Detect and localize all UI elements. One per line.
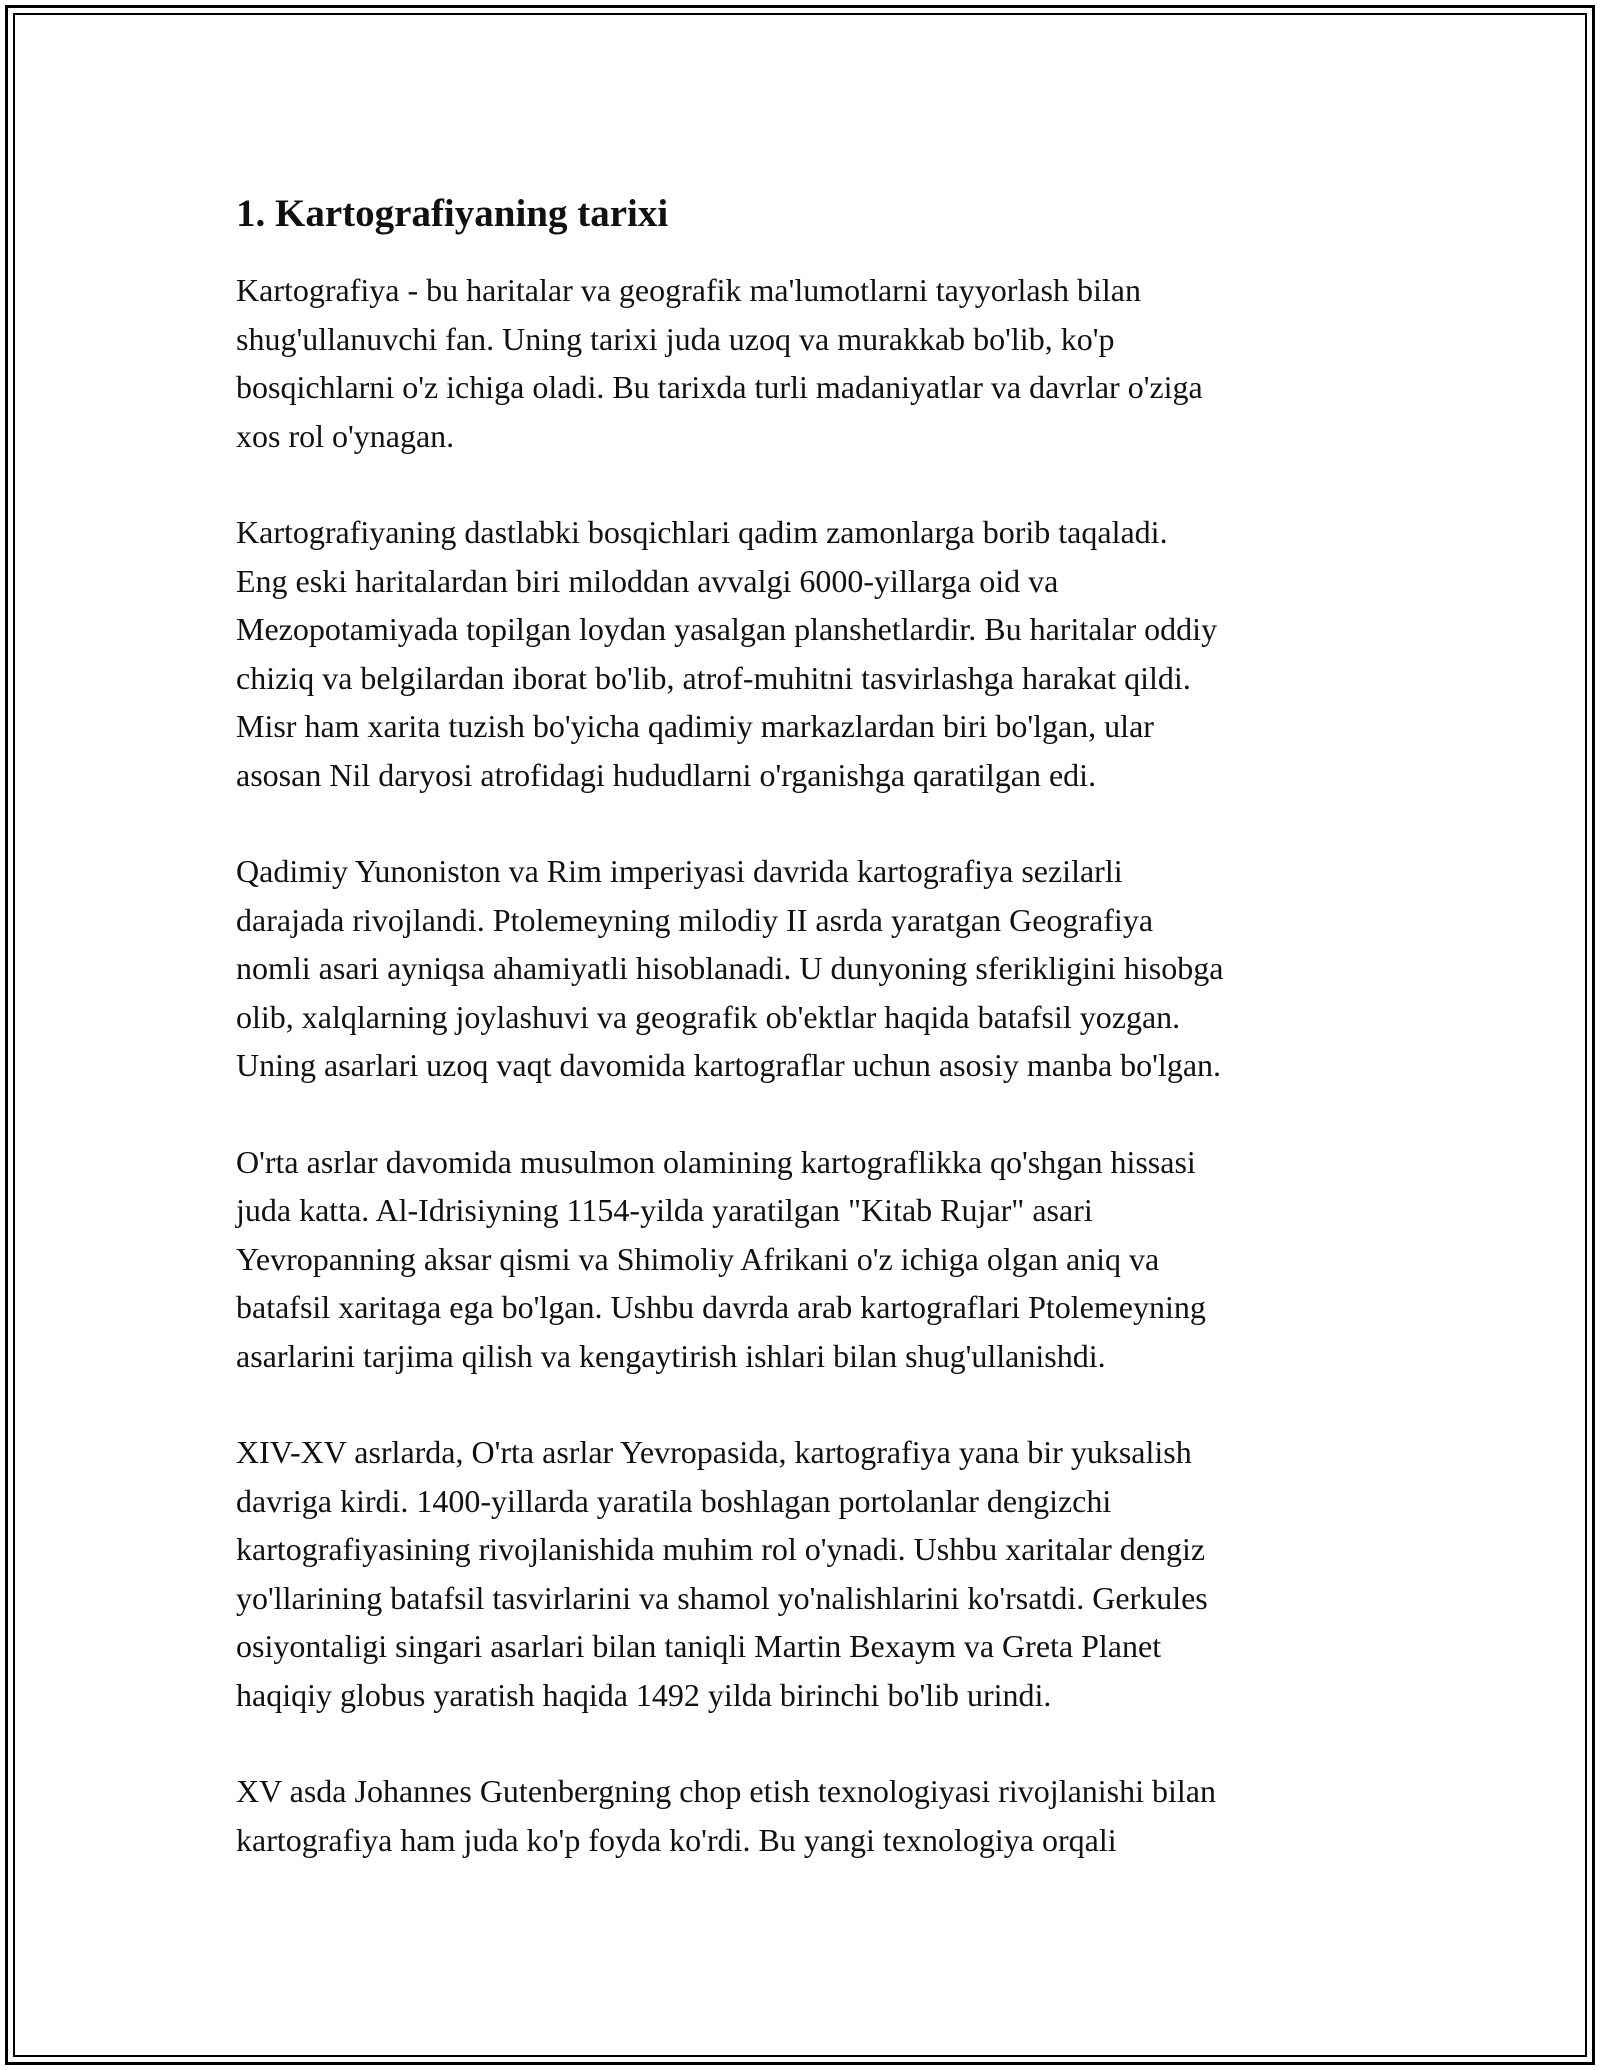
text-line: O'rta asrlar davomida musulmon olamining kartograflikka qo'shgan hissasi [236, 1143, 1196, 1180]
paragraph-printing [236, 1767, 1396, 1864]
text-line: Yevropanning aksar qismi va Shimoliy Afrikani o'z ichiga olgan aniq va [236, 1240, 1160, 1277]
text-line: yo'llarining batafsil tasvirlarini va shamol yo'nalishlarini ko'rsatdi. Gerkules [236, 1579, 1208, 1616]
paragraph-ancient-maps [236, 508, 1396, 799]
paragraph-greece-rome [236, 847, 1396, 1090]
text-line: Eng eski haritalardan biri miloddan avvalgi 6000-yillarga oid va [236, 562, 1059, 599]
text-line: Misr ham xarita tuzish bo'yicha qadimiy markazlardan biri bo'lgan, ular [236, 708, 1154, 744]
text-line: davriga kirdi. 1400-yillarda yaratila boshlagan portolanlar dengizchi [236, 1482, 1112, 1519]
text-line: haqiqiy globus yaratish haqida 1492 yilda birinchi bo'lib urindi. [236, 1676, 1052, 1713]
paragraph-portolans [236, 1428, 1396, 1719]
text-line: kartografiya ham juda ko'p foyda ko'rdi. Bu yangi texnologiya orqali [236, 1821, 1117, 1858]
text-line: Kartografiya - bu haritalar va geografik ma'lumotlarni tayyorlash bilan [236, 272, 1141, 308]
text-line: Kartografiyaning dastlabki bosqichlari qadim zamonlarga borib taqaladi. [236, 514, 1168, 550]
text-line: Qadimiy Yunoniston va Rim imperiyasi davrida kartografiya sezilarli [236, 853, 1123, 889]
text-line: kartografiyasining rivojlanishida muhim rol o'ynadi. Ushbu xaritalar dengiz [236, 1531, 1206, 1567]
paragraph-middle-ages [236, 1138, 1396, 1381]
text-line: shug'ullanuvchi fan. Uning tarixi juda uzoq va murakkab bo'lib, ko'p [236, 320, 1115, 357]
text-line: batafsil xaritaga ega bo'lgan. Ushbu davrda arab kartograflari Ptolemeyning [236, 1289, 1206, 1325]
text-line: bosqichlarni o'z ichiga oladi. Bu tarixda turli madaniyatlar va davrlar o'ziga [236, 369, 1203, 405]
text-line: XIV-XV asrlarda, O'rta asrlar Yevropasida, kartografiya yana bir yuksalish [236, 1434, 1192, 1470]
text-line: asarlarini tarjima qilish va kengaytirish ishlari bilan shug'ullanishdi. [236, 1337, 1106, 1374]
text-line: Uning asarlari uzoq vaqt davomida kartograflar uchun asosiy manba bo'lgan. [236, 1047, 1222, 1083]
text-line: darajada rivojlandi. Ptolemeyning milodiy II asrda yaratgan Geografiya [236, 901, 1154, 938]
text-line: osiyontaligi singari asarlari bilan taniqli Martin Bexaym va Greta Planet [236, 1628, 1162, 1664]
text-line: XV asda Johannes Gutenbergning chop etish texnologiyasi rivojlanishi bilan [236, 1773, 1216, 1809]
text-line: xos rol o'ynagan. [236, 417, 455, 454]
text-line: nomli asari ayniqsa ahamiyatli hisoblanadi. U dunyoning sferikligini hisobga [236, 950, 1224, 986]
text-line: asosan Nil daryosi atrofidagi hududlarni o'rganishga qaratilgan edi. [236, 756, 1097, 793]
text-line: juda katta. Al-Idrisiyning 1154-yilda yaratilgan "Kitab Rujar" asari [236, 1192, 1093, 1228]
section-heading: 1. Kartografiyaning tarixi [236, 192, 669, 235]
text-line: olib, xalqlarning joylashuvi va geografik ob'ektlar haqida batafsil yozgan. [236, 998, 1181, 1035]
document-body [236, 184, 1396, 1912]
text-line: Mezopotamiyada topilgan loydan yasalgan planshetlardir. Bu haritalar oddiy [236, 611, 1218, 647]
text-line: chiziq va belgilardan iborat bo'lib, atrof-muhitni tasvirlashga harakat qildi. [236, 659, 1191, 696]
paragraph-intro [236, 266, 1396, 460]
